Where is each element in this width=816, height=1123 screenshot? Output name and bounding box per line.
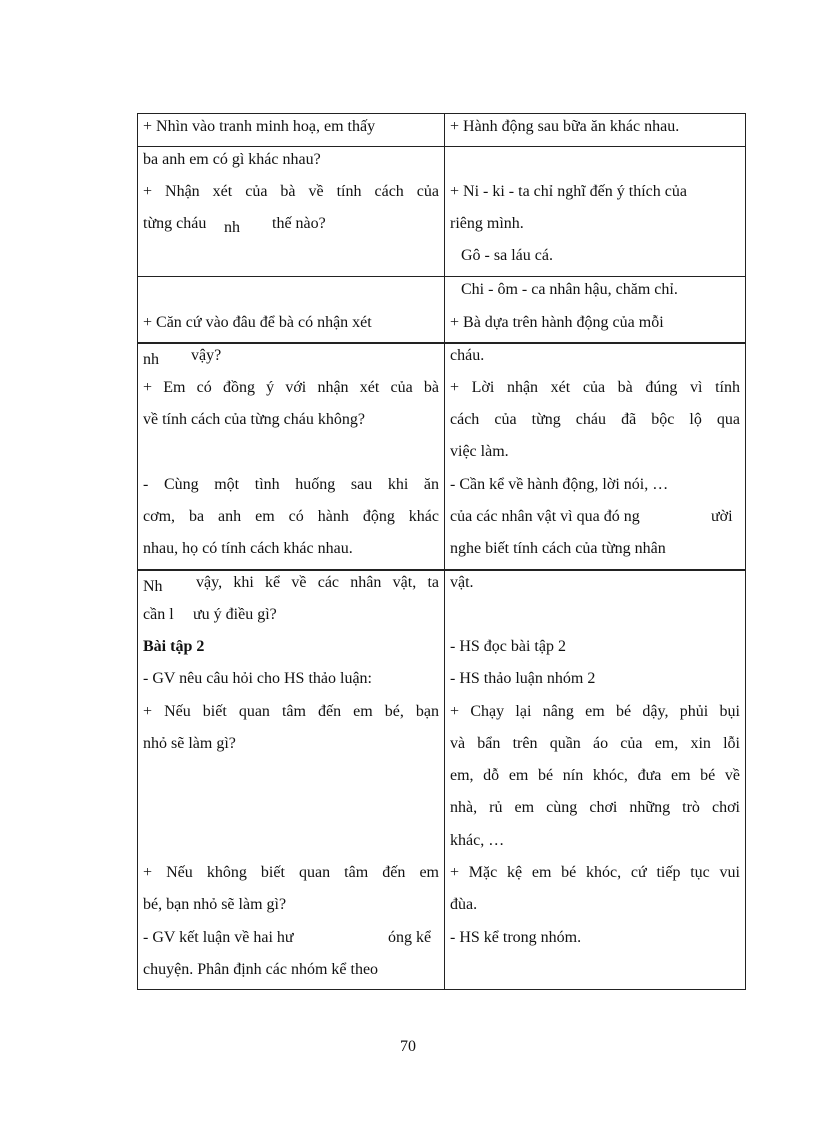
left-text-line: thế nào?: [272, 215, 326, 232]
left-text-line: - GV kết luận về hai hư: [143, 929, 294, 946]
left-text-fragment: óng kể: [388, 929, 432, 946]
right-text-line: + Lời nhận xét của bà đúng vì tính: [450, 379, 740, 396]
left-text-line: + Em có đồng ý với nhận xét của bà: [143, 379, 439, 396]
right-text-line: và bẩn trên quần áo của em, xin lỗi: [450, 735, 740, 752]
left-text-line: - GV nêu câu hỏi cho HS thảo luận:: [143, 670, 372, 687]
exercise-heading: Bài tập 2: [143, 638, 205, 655]
left-text-fragment: Nh: [143, 578, 163, 595]
right-text-line: + Hành động sau bữa ăn khác nhau.: [450, 118, 680, 135]
left-text-line: vậy, khi kể về các nhân vật, ta: [196, 574, 439, 591]
column-divider: [444, 113, 445, 990]
row-divider: [137, 276, 746, 277]
row-divider: [137, 342, 746, 344]
right-text-line: riêng mình.: [450, 215, 524, 232]
right-text-line: cháu.: [450, 347, 485, 364]
left-text-line: chuyện. Phân định các nhóm kể theo: [143, 961, 379, 978]
left-text-line: về tính cách của từng cháu không?: [143, 411, 365, 428]
left-text-fragment: cần l: [143, 606, 174, 623]
right-text-line: khác, …: [450, 832, 505, 849]
right-text-line: cách của từng cháu đã bộc lộ qua: [450, 411, 740, 428]
left-text-line: nhỏ sẽ làm gì?: [143, 735, 236, 752]
left-text-line: + Nếu biết quan tâm đến em bé, bạn: [143, 703, 439, 720]
left-text-line: + Căn cứ vào đâu để bà có nhận xét: [143, 314, 372, 331]
right-text-line: - HS đọc bài tập 2: [450, 638, 566, 655]
right-text-line: + Mặc kệ em bé khóc, cứ tiếp tục vui: [450, 864, 740, 881]
left-text-line: - Cùng một tình huống sau khi ăn: [143, 476, 439, 493]
left-text-line: bé, bạn nhỏ sẽ làm gì?: [143, 896, 287, 913]
left-text-line: ưu ý điều gì?: [193, 606, 277, 623]
left-text-line: + Nhận xét của bà về tính cách của: [143, 183, 439, 200]
left-text-line: nhau, họ có tính cách khác nhau.: [143, 540, 353, 557]
row-divider: [137, 146, 746, 147]
left-text-line: + Nhìn vào tranh minh hoạ, em thấy: [143, 118, 376, 135]
right-text-fragment: ười: [711, 508, 733, 525]
right-text-line: vật.: [450, 574, 474, 591]
left-text-line: từng cháu: [143, 215, 207, 232]
page-number: 70: [400, 1038, 416, 1055]
right-text-line: em, dỗ em bé nín khóc, đưa em bé về: [450, 767, 740, 784]
right-text-line: - Cần kể về hành động, lời nói, …: [450, 476, 669, 493]
left-text-line: + Nếu không biết quan tâm đến em: [143, 864, 439, 881]
right-text-line: + Bà dựa trên hành động của mỗi: [450, 314, 664, 331]
left-text-line: cơm, ba anh em có hành động khác: [143, 508, 439, 525]
right-text-line: + Ni - ki - ta chỉ nghĩ đến ý thích của: [450, 183, 687, 200]
right-text-line: việc làm.: [450, 443, 509, 460]
right-text-line: nghe biết tính cách của từng nhân: [450, 540, 666, 557]
left-text-line: ba anh em có gì khác nhau?: [143, 151, 321, 168]
right-text-line: nhà, rủ em cùng chơi những trò chơi: [450, 799, 740, 816]
left-text-line: vậy?: [191, 347, 222, 364]
right-text-line: Gô - sa láu cá.: [461, 247, 553, 264]
right-text-line: - HS thảo luận nhóm 2: [450, 670, 596, 687]
right-text-line: đùa.: [450, 896, 478, 913]
left-text-fragment: nh: [143, 351, 159, 368]
left-text-fragment: nh: [224, 219, 240, 236]
right-text-line: - HS kể trong nhóm.: [450, 929, 582, 946]
right-text-line: của các nhân vật vì qua đó ng: [450, 508, 640, 525]
right-text-line: Chi - ôm - ca nhân hậu, chăm chỉ.: [461, 281, 678, 298]
right-text-line: + Chạy lại nâng em bé dậy, phủi bụi: [450, 703, 740, 720]
row-divider: [137, 569, 746, 571]
